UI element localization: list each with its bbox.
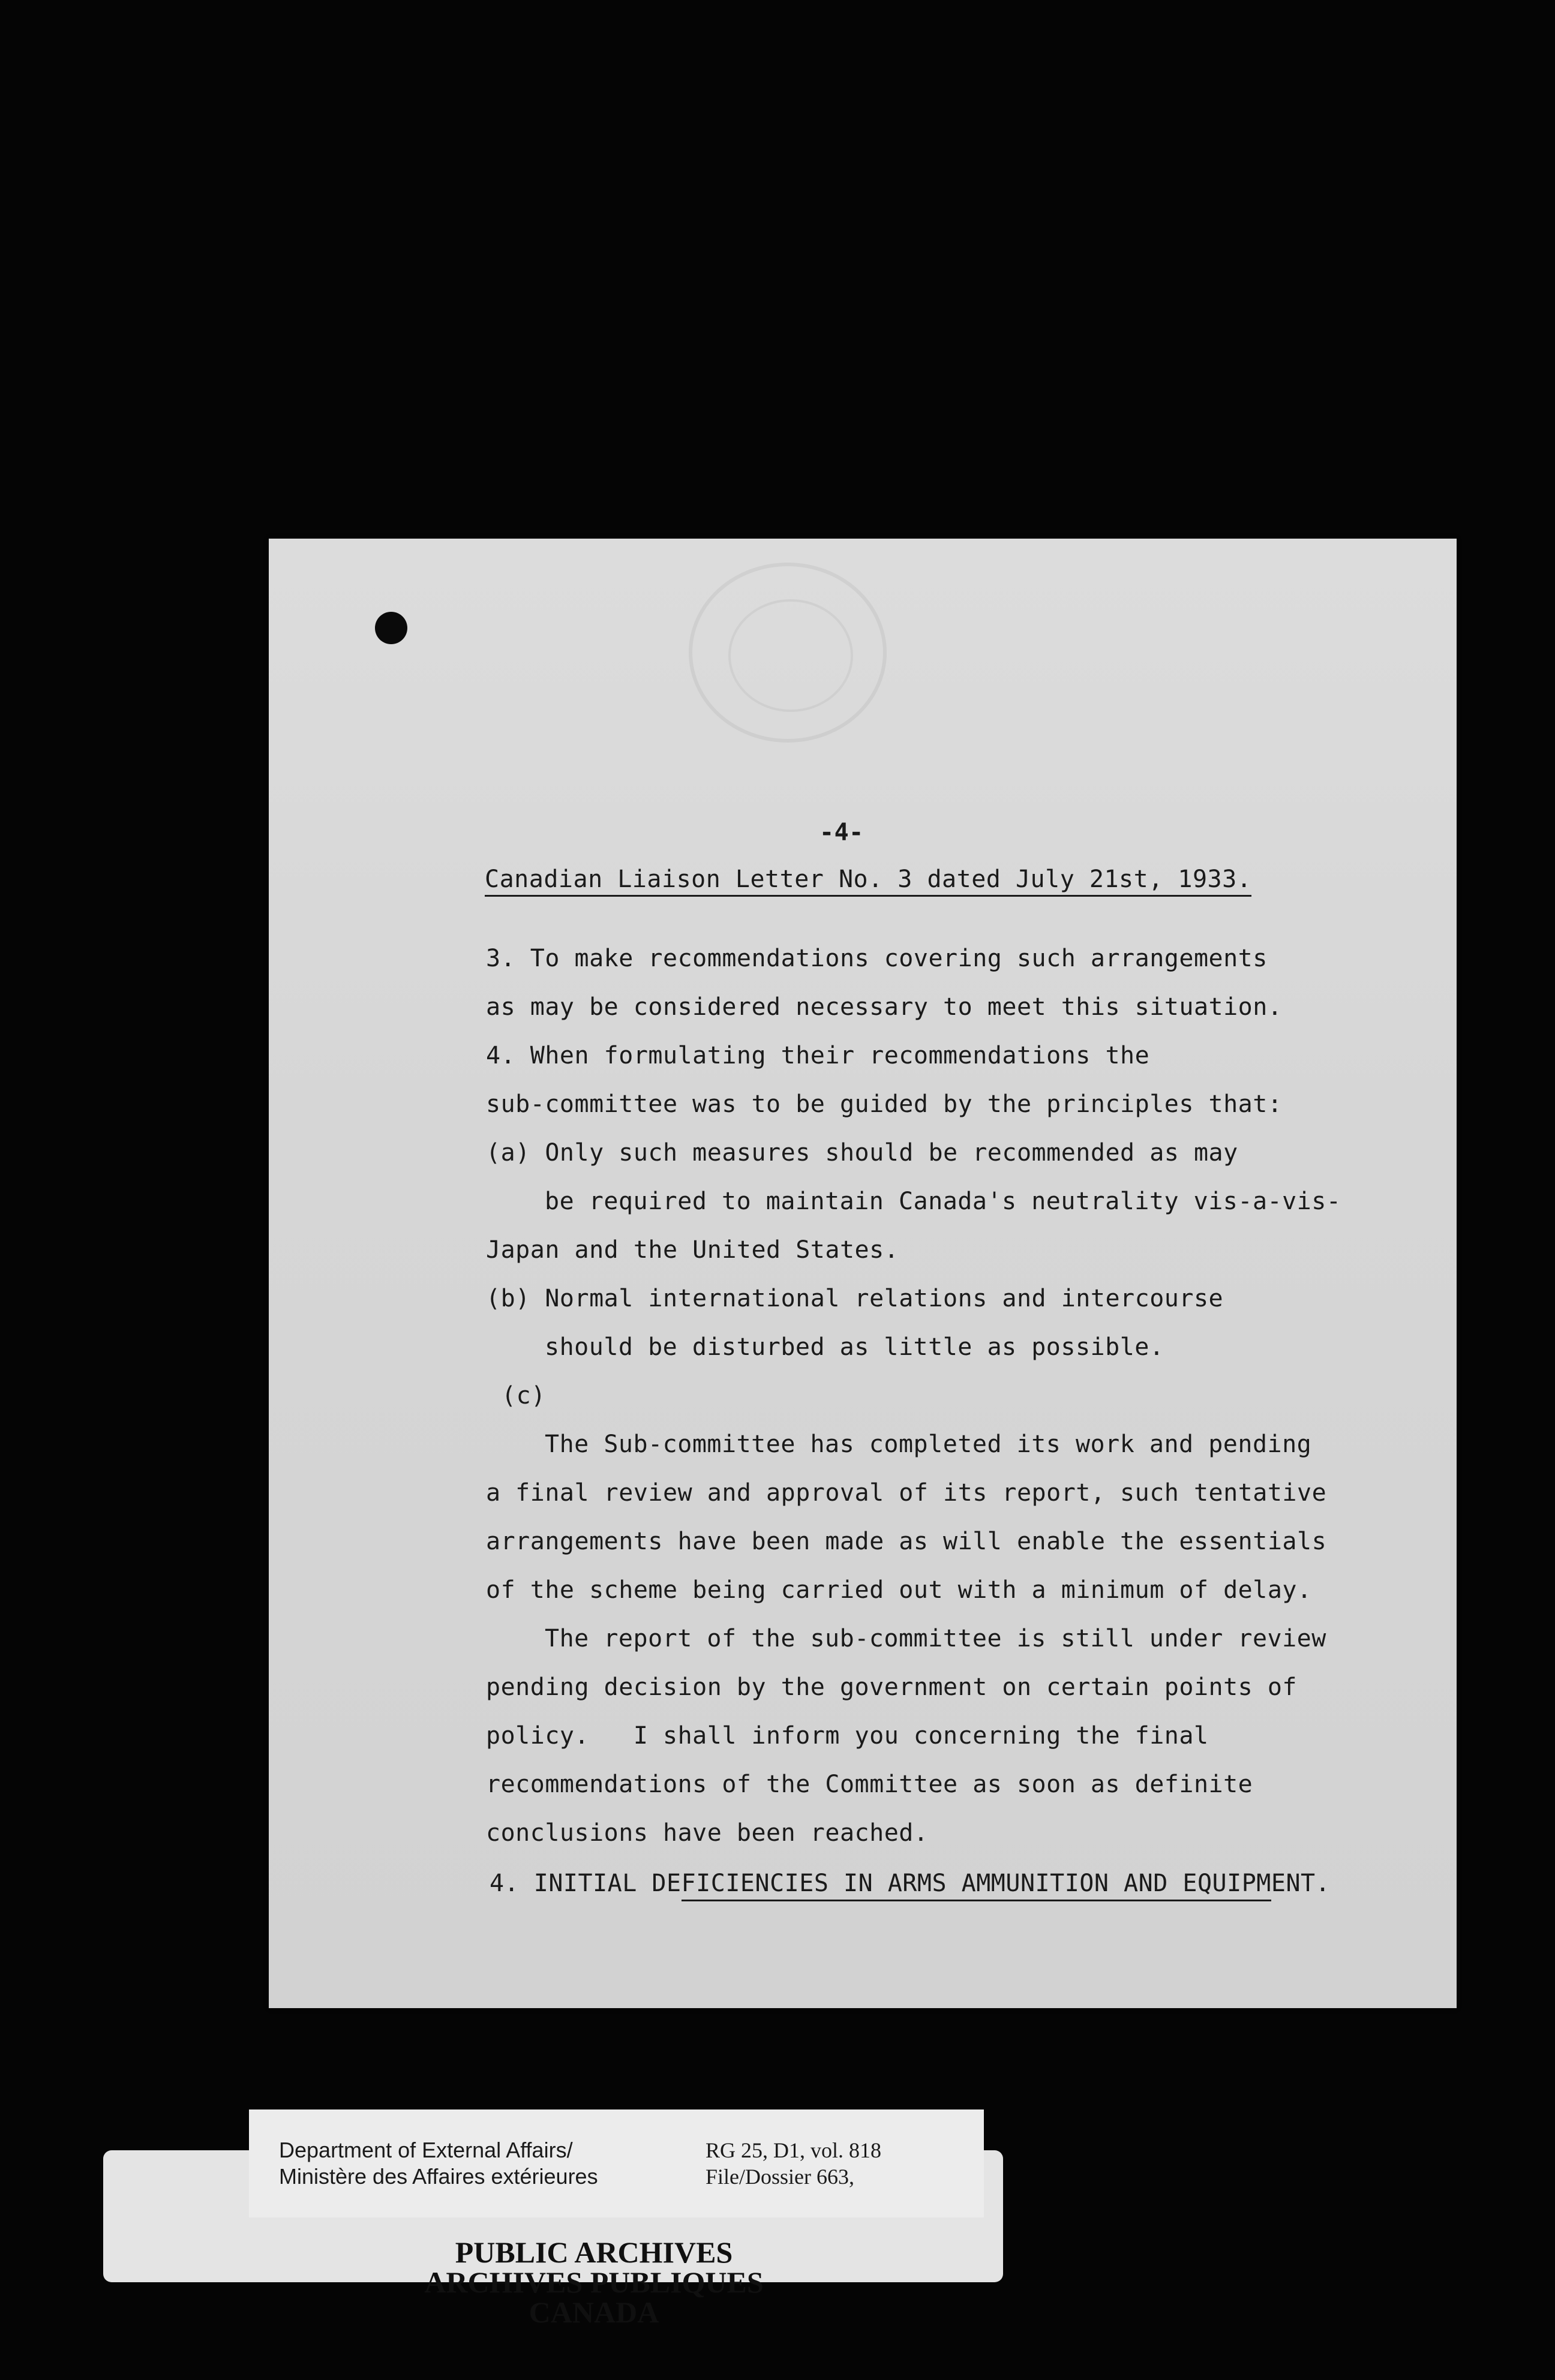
- section-heading-line: [490, 1871, 1330, 1895]
- text-line: pending decision by the government on certain points of: [486, 1673, 1298, 1701]
- stamp-line-country: CANADA: [529, 2295, 659, 2329]
- section-heading-prefix: 4. INITIAL DE: [490, 1870, 682, 1897]
- text-line: The report of the sub-committee is still under review: [545, 1625, 1326, 1652]
- document-page: [269, 539, 1457, 2008]
- text-line: 4. When formulating their recommendations the: [486, 1042, 1150, 1069]
- text-line: conclusions have been reached.: [486, 1819, 929, 1847]
- stamp-line-english: PUBLIC ARCHIVES: [455, 2235, 733, 2269]
- text-line: of the scheme being carried out with a minimum of delay.: [486, 1576, 1312, 1604]
- page-number: -4-: [819, 819, 864, 846]
- text-line: as may be considered necessary to meet this situation.: [486, 993, 1283, 1021]
- department-info: [279, 2137, 598, 2190]
- stamp-line-french: ARCHIVES PUBLIQUES: [424, 2265, 764, 2299]
- text-line: (a) Only such measures should be recommended as may: [486, 1139, 1238, 1167]
- text-line: a final review and approval of its report, such tentative: [486, 1479, 1327, 1507]
- text-line: The Sub-committee has completed its work and pending: [545, 1431, 1312, 1458]
- department-english: Department of External Affairs/: [279, 2138, 573, 2162]
- text-line: arrangements have been made as will enable the essentials: [486, 1528, 1327, 1555]
- text-line: should be disturbed as little as possible.: [545, 1333, 1164, 1361]
- punch-hole: [375, 612, 407, 644]
- section-heading-suffix: ENT.: [1271, 1870, 1331, 1897]
- text-line: sub-committee was to be guided by the principles that:: [486, 1090, 1283, 1118]
- text-line: policy. I shall inform you concerning the final: [486, 1722, 1209, 1750]
- text-line: Japan and the United States.: [486, 1236, 899, 1264]
- department-french: Ministère des Affaires extérieures: [279, 2164, 598, 2189]
- text-line: (c): [502, 1382, 546, 1410]
- text-line: 3. To make recommendations covering such arrangements: [486, 945, 1268, 972]
- text-line: (b) Normal international relations and intercourse: [486, 1285, 1224, 1312]
- faded-seal-stamp: [689, 563, 887, 743]
- section-heading-underlined: FICIENCIES IN ARMS AMMUNITION AND EQUIPM: [682, 1870, 1271, 1901]
- file-dossier: File/Dossier 663,: [706, 2165, 854, 2189]
- file-reference: [706, 2137, 881, 2190]
- text-line: be required to maintain Canada's neutrality vis-a-vis-: [545, 1188, 1341, 1215]
- public-archives-stamp: [396, 2237, 792, 2327]
- record-group: RG 25, D1, vol. 818: [706, 2138, 882, 2162]
- letter-heading: Canadian Liaison Letter No. 3 dated July 21st, 1933.: [485, 867, 1251, 897]
- text-line: recommendations of the Committee as soon as definite: [486, 1771, 1253, 1798]
